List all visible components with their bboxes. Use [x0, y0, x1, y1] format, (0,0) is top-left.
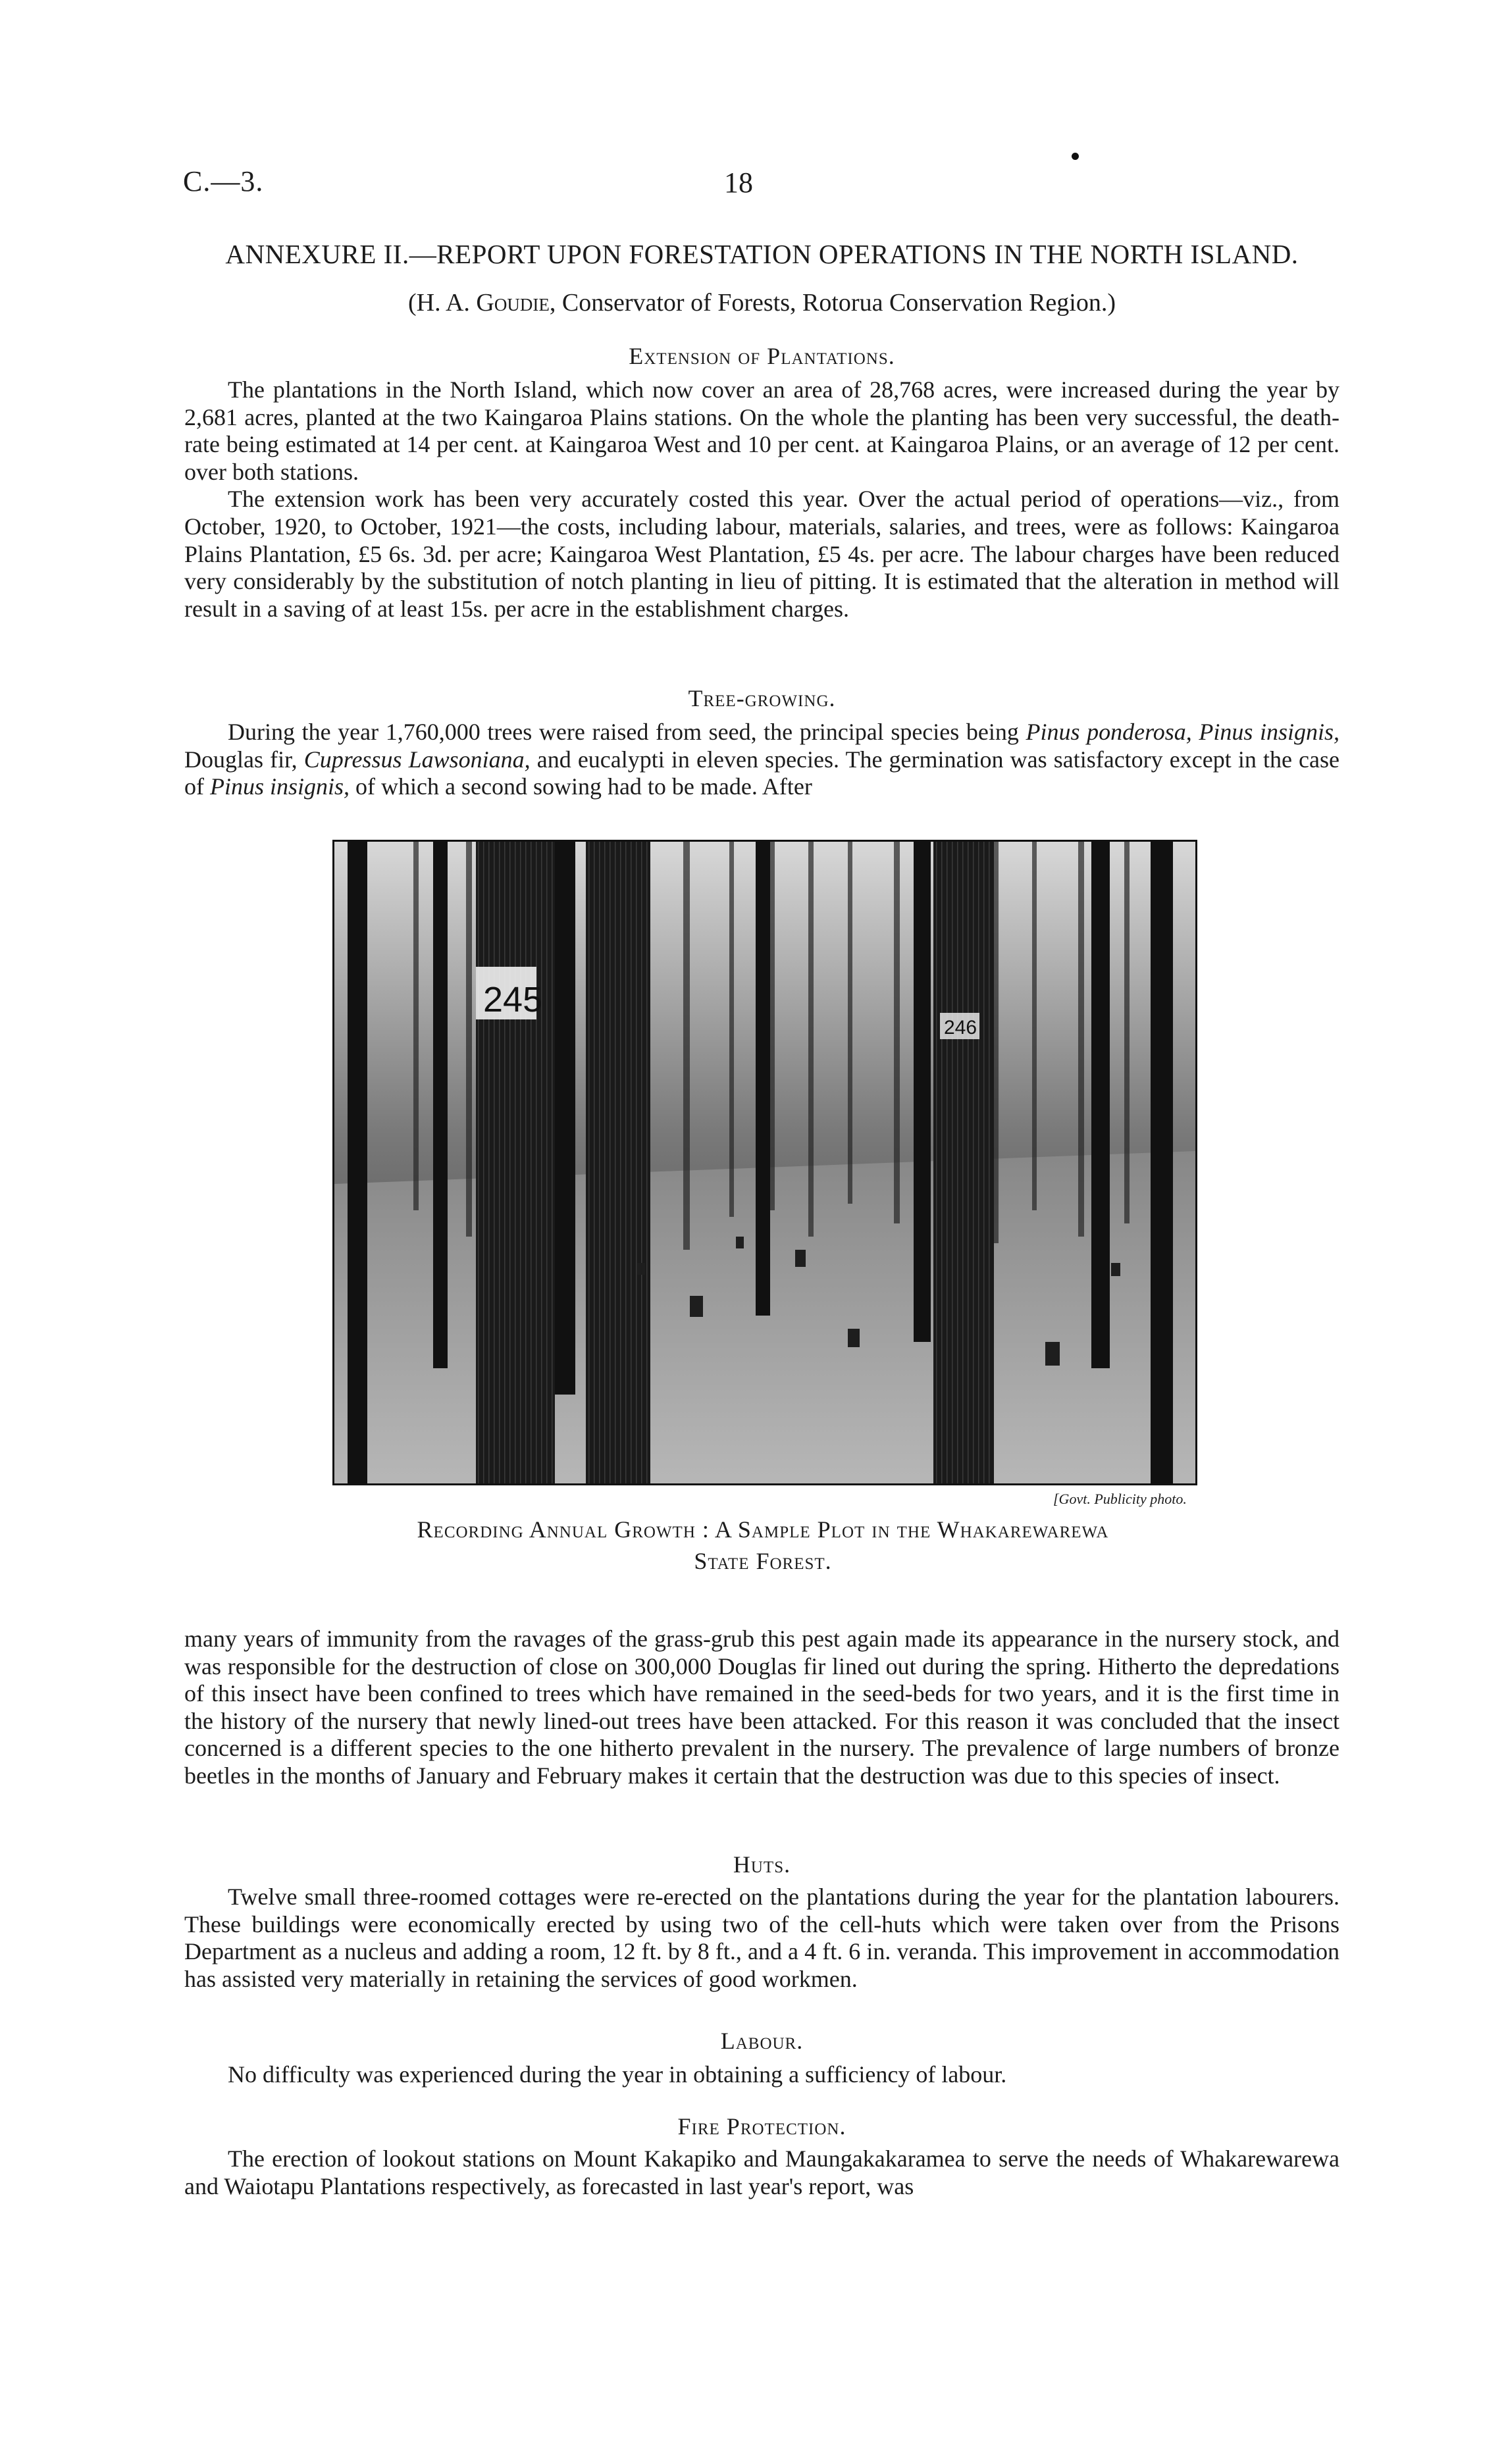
heading-fire-protection: Fire Protection.: [677, 2113, 846, 2140]
byline-name: Goudie: [476, 289, 550, 317]
paragraph-fire-1: The erection of lookout stations on Mount Kakapiko and Maungakakaramea to serve the needs of Whakarewarewa and Waiotapu Plantations respectively, as forecasted in last year's report, was: [184, 2145, 1339, 2199]
species-name: Pinus ponderosa, Pinus insignis,: [1026, 719, 1339, 745]
text-run: Douglas fir,: [184, 746, 304, 773]
species-name: Pinus insignis,: [210, 773, 350, 800]
photo-credit: [Govt. Publicity photo.: [1053, 1491, 1187, 1507]
text-run: and eucalypti in eleven species. The germination was satisfactory except in the case of: [184, 746, 1339, 800]
text-run: of which a second sowing had to be made. After: [350, 773, 812, 800]
byline-open: (H. A.: [407, 289, 477, 317]
report-title: ANNEXURE II.—REPORT UPON FORESTATION OPERATIONS IN THE NORTH ISLAND.: [225, 239, 1299, 269]
section-fire-protection: [184, 2145, 1339, 2200]
photo-caption-line-1: Recording Annual Growth : A Sample Plot in the Whakarewarewa: [417, 1516, 1109, 1543]
paragraph-tree-growing-1: [184, 719, 1339, 801]
forest-photo-drawing: [334, 842, 1195, 1483]
photo-caption-line-2: State Forest.: [694, 1548, 832, 1574]
paragraph-huts-1: Twelve small three-roomed cottages were re-erected on the plantations during the year for the plantation labourers. These buildings were economically erected by using two of the cell-huts which were taken over from the Prisons Department as a nucleus and adding a room, 12 ft. by 8 ft., and a 4 ft. 6 in. veranda. This improvement in accommodation has assisted very materially in retaining the services of good workmen.: [184, 1884, 1339, 1992]
paragraph-extension-1: The plantations in the North Island, which now cover an area of 28,768 acres, were increased during the year by 2,681 acres, planted at the two Kaingaroa Plains stations. On the whole the planting has been very successful, the death-rate being estimated at 14 per cent. at Kaingaroa West and 10 per cent. at Kaingaroa Plains, or an average of 12 per cent. over both stations.: [184, 376, 1339, 485]
forest-photograph: [332, 840, 1197, 1485]
heading-tree-growing: Tree-growing.: [688, 685, 836, 711]
section-code: C.—3.: [183, 165, 264, 197]
heading-labour: Labour.: [720, 2028, 804, 2054]
section-extension: [184, 376, 1339, 623]
section-tree-growing-start: [184, 719, 1339, 801]
tree-label-246: 246: [944, 1017, 977, 1039]
heading-huts: Huts.: [733, 1851, 791, 1878]
text-run: During the year 1,760,000 trees were raised from seed, the principal species being: [228, 719, 1026, 745]
tree-label-245: 245: [483, 980, 543, 1019]
species-name: Cupressus Lawsoniana,: [303, 746, 531, 773]
section-labour: [184, 2061, 1339, 2089]
paragraph-extension-2: The extension work has been very accurately costed this year. Over the actual period of operations—viz., from October, 1920, to October, 1921—the costs, including labour, materials, salaries, and trees, were as follows: Kaingaroa Plains Plantation, £5 6s. 3d. per acre; Kaingaroa West Plantation, £5 4s. per acre. The labour charges have been reduced very considerably by the substitution of notch planting in lieu of pitting. It is estimated that the alteration in method will result in a saving of at least 15s. per acre in the establishment charges.: [184, 486, 1339, 622]
paragraph-labour-1: No difficulty was experienced during the year in obtaining a sufficiency of labour.: [228, 2061, 1007, 2088]
byline-rest: , Conservator of Forests, Rotorua Conservation Region.): [549, 289, 1116, 317]
byline: [184, 288, 1339, 317]
print-dot: [1072, 153, 1079, 160]
paragraph-tree-growing-2: many years of immunity from the ravages of the grass-grub this pest again made its appearance in the nursery stock, and was responsible for the destruction of close on 300,000 Douglas fir lined out during the spring. Hitherto the depredations of this insect have been confined to trees which have remained in the seed-beds for two years, and it is the first time in the history of the nursery that newly lined-out trees have been attacked. For this reason it was concluded that the insect concerned is a different species to the one hitherto prevalent in the nursery. The prevalence of large numbers of bronze beetles in the months of January and February makes it certain that the destruction was due to this species of insect.: [184, 1626, 1339, 1789]
section-tree-growing-continued: [184, 1626, 1339, 1790]
section-huts: [184, 1884, 1339, 1993]
heading-extension: Extension of Plantations.: [629, 343, 895, 369]
page-number: 18: [724, 167, 753, 199]
